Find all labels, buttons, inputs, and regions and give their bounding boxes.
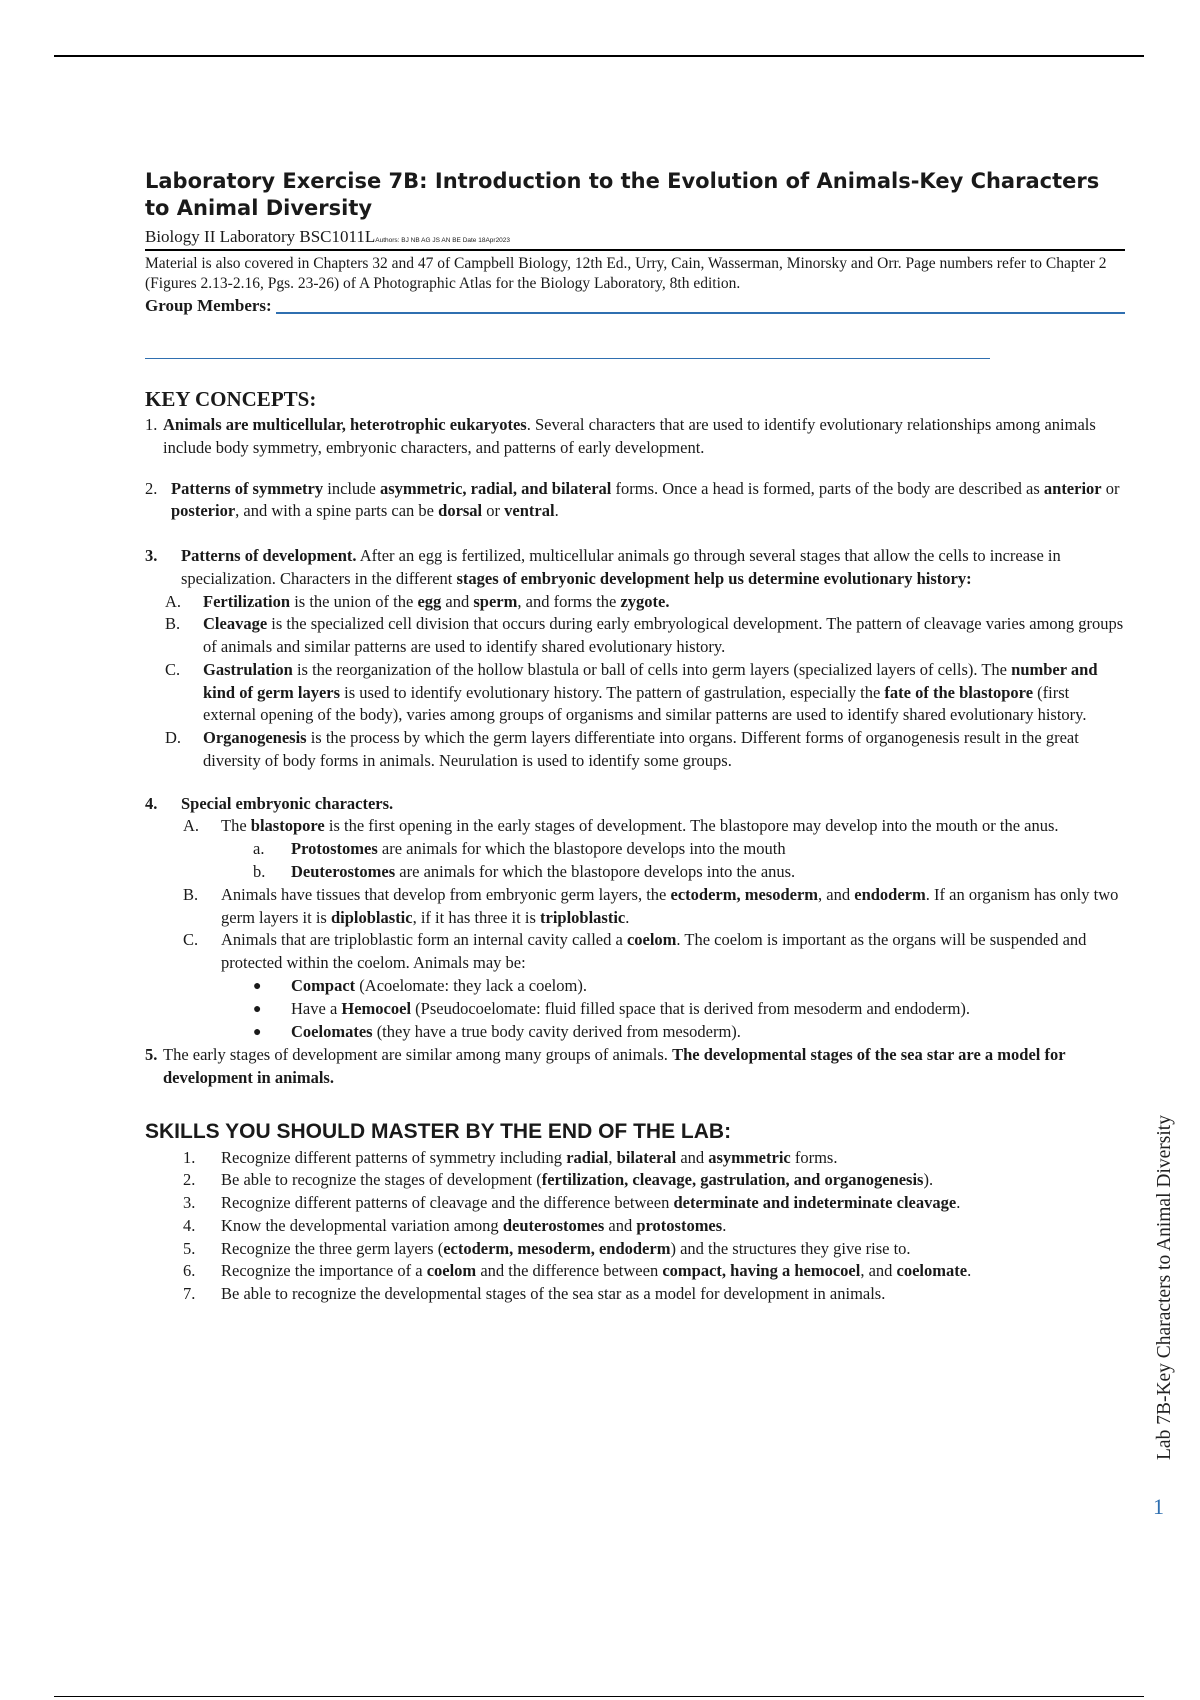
list-number: 4. [145, 793, 158, 813]
group-members-field[interactable] [276, 312, 1125, 314]
key-concepts-heading: KEY CONCEPTS: [145, 386, 317, 411]
skill-item: 2. Be able to recognize the stages of development (fertilization, cleavage, gastrulation, and organogenesis). [183, 1170, 934, 1190]
top-rule [54, 55, 1144, 57]
list-item: B. Animals have tissues that develop from embryonic germ layers, the ectoderm, mesoderm, and endoderm. If an organism has only two germ layers it is diploblastic, if it has three it is triploblastic. [183, 884, 1119, 927]
list-number: 1. [145, 414, 158, 434]
key-concept-5 [145, 1044, 1125, 1090]
key-concept-3 [145, 545, 1125, 591]
bullet-item: ● Compact (Acoelomate: they lack a coelom). [145, 975, 1125, 998]
skill-item: 1. Recognize different patterns of symmetry including radial, bilateral and asymmetric forms. [183, 1147, 838, 1167]
side-running-title: Lab 7B-Key Characters to Animal Diversity [1154, 1115, 1175, 1460]
key-concept-4 [145, 793, 1125, 816]
skill-item: 3. Recognize different patterns of cleavage and the difference between determinate and indeterminate cleavage. [183, 1193, 961, 1213]
key-concept-text: Animals are multicellular, heterotrophic eukaryotes. Several characters that are used to identify evolutionary relationships among animals include body symmetry, embryonic characters, and patterns of early development. [163, 414, 1096, 457]
group-members-field-line-2[interactable] [145, 358, 990, 359]
skill-item: 7. Be able to recognize the developmental stages of the sea star as a model for development in animals. [183, 1284, 886, 1304]
bottom-rule [54, 1696, 1144, 1697]
embryonic-characters-list [145, 815, 1125, 838]
list-item: D. Organogenesis is the process by which the germ layers differentiate into organs. Different forms of organogenesis result in the great diversity of body forms in animals. Neurulation is used to identify some groups. [165, 728, 1079, 770]
course-name: Biology II Laboratory BSC1011L [145, 226, 376, 246]
skill-item: 4. Know the developmental variation among deuterostomes and protostomes. [183, 1215, 727, 1235]
key-concept-text: Special embryonic characters. [181, 793, 394, 813]
list-item: C. Animals that are triploblastic form an internal cavity called a coelom. The coelom is important as the organs will be suspended and protected within the coelom. Animals may be: [183, 930, 1087, 973]
list-number: 3. [145, 546, 158, 566]
skill-item: 5. Recognize the three germ layers (ectoderm, mesoderm, endoderm) and the structures they give rise to. [183, 1238, 911, 1258]
development-stages-list [145, 591, 1125, 773]
key-concept-text: The early stages of development are similar among many groups of animals. The developmental stages of the sea star are a model for development in animals. [163, 1044, 1066, 1087]
page-number: 1 [1153, 1494, 1164, 1519]
list-item: C. Gastrulation is the reorganization of the hollow blastula or ball of cells into germ layers (specialized layers of cells). The number and kind of germ layers is used to identify evolutionary history. The pattern of gastrulation, especially the fate of the blastopore (first external opening of the body), varies among groups of organisms and similar patterns are used to identify shared evolutionary history. [165, 659, 1098, 725]
bullet-item: ● Have a Hemocoel (Pseudocoelomate: fluid filled space that is derived from mesoderm and endoderm). [145, 998, 1125, 1021]
authors-line: Authors: BJ NB AG JS AN BE Date 18Apr2023 [375, 236, 511, 244]
list-item: A. Fertilization is the union of the egg and sperm, and forms the zygote. [165, 591, 670, 611]
skill-item: 6. Recognize the importance of a coelom and the difference between compact, having a hemocoel, and coelomate. [183, 1261, 972, 1281]
document-title: Laboratory Exercise 7B: Introduction to the Evolution of Animals-Key Characters to Animal Diversity [145, 169, 1100, 221]
list-item: B. Cleavage is the specialized cell division that occurs during early embryological development. The pattern of cleavage varies among groups of animals and similar patterns are used to identify shared evolutionary history. [165, 614, 1124, 657]
group-members-row [145, 294, 1125, 317]
list-item: a. Protostomes are animals for which the blastopore develops into the mouth [253, 839, 786, 859]
key-concept-text: Patterns of development. After an egg is fertilized, multicellular animals go through several stages that allow the cells to increase in specialization. Characters in the different stages of embryonic development help us determine evolutionary history: [181, 546, 1061, 588]
bullet-icon: ● [253, 978, 262, 994]
key-concept-1 [145, 414, 1125, 460]
list-item: A. The blastopore is the first opening in the early stages of development. The blastopore may develop into the mouth or the anus. [183, 816, 1059, 836]
bullet-icon: ● [253, 1024, 262, 1040]
course-line [145, 225, 1125, 251]
key-concept-2 [145, 478, 1125, 524]
list-item: b. Deuterostomes are animals for which the blastopore develops into the anus. [253, 861, 796, 881]
group-members-label: Group Members: [145, 296, 272, 316]
material-note: Material is also covered in Chapters 32 and 47 of Campbell Biology, 12th Ed., Urry, Cain, Wasserman, Minorsky and Orr. Page numbers refer to Chapter 2 (Figures 2.13-2.16, Pgs. 23-26) of A Photographic Atlas for the Biology Laboratory, 8th edition. [145, 255, 1107, 293]
list-number: 5. [145, 1044, 158, 1064]
bullet-icon: ● [253, 1001, 262, 1017]
list-number: 2. [145, 478, 158, 498]
document-page [145, 168, 1125, 1306]
key-concept-text: Patterns of symmetry include asymmetric, radial, and bilateral forms. Once a head is formed, parts of the body are described as anterior or posterior, and with a spine parts can be dorsal or ventral. [171, 478, 1120, 521]
skills-heading: SKILLS YOU SHOULD MASTER BY THE END OF THE LAB: [145, 1120, 732, 1144]
bullet-item: ● Coelomates (they have a true body cavity derived from mesoderm). [145, 1021, 1125, 1044]
